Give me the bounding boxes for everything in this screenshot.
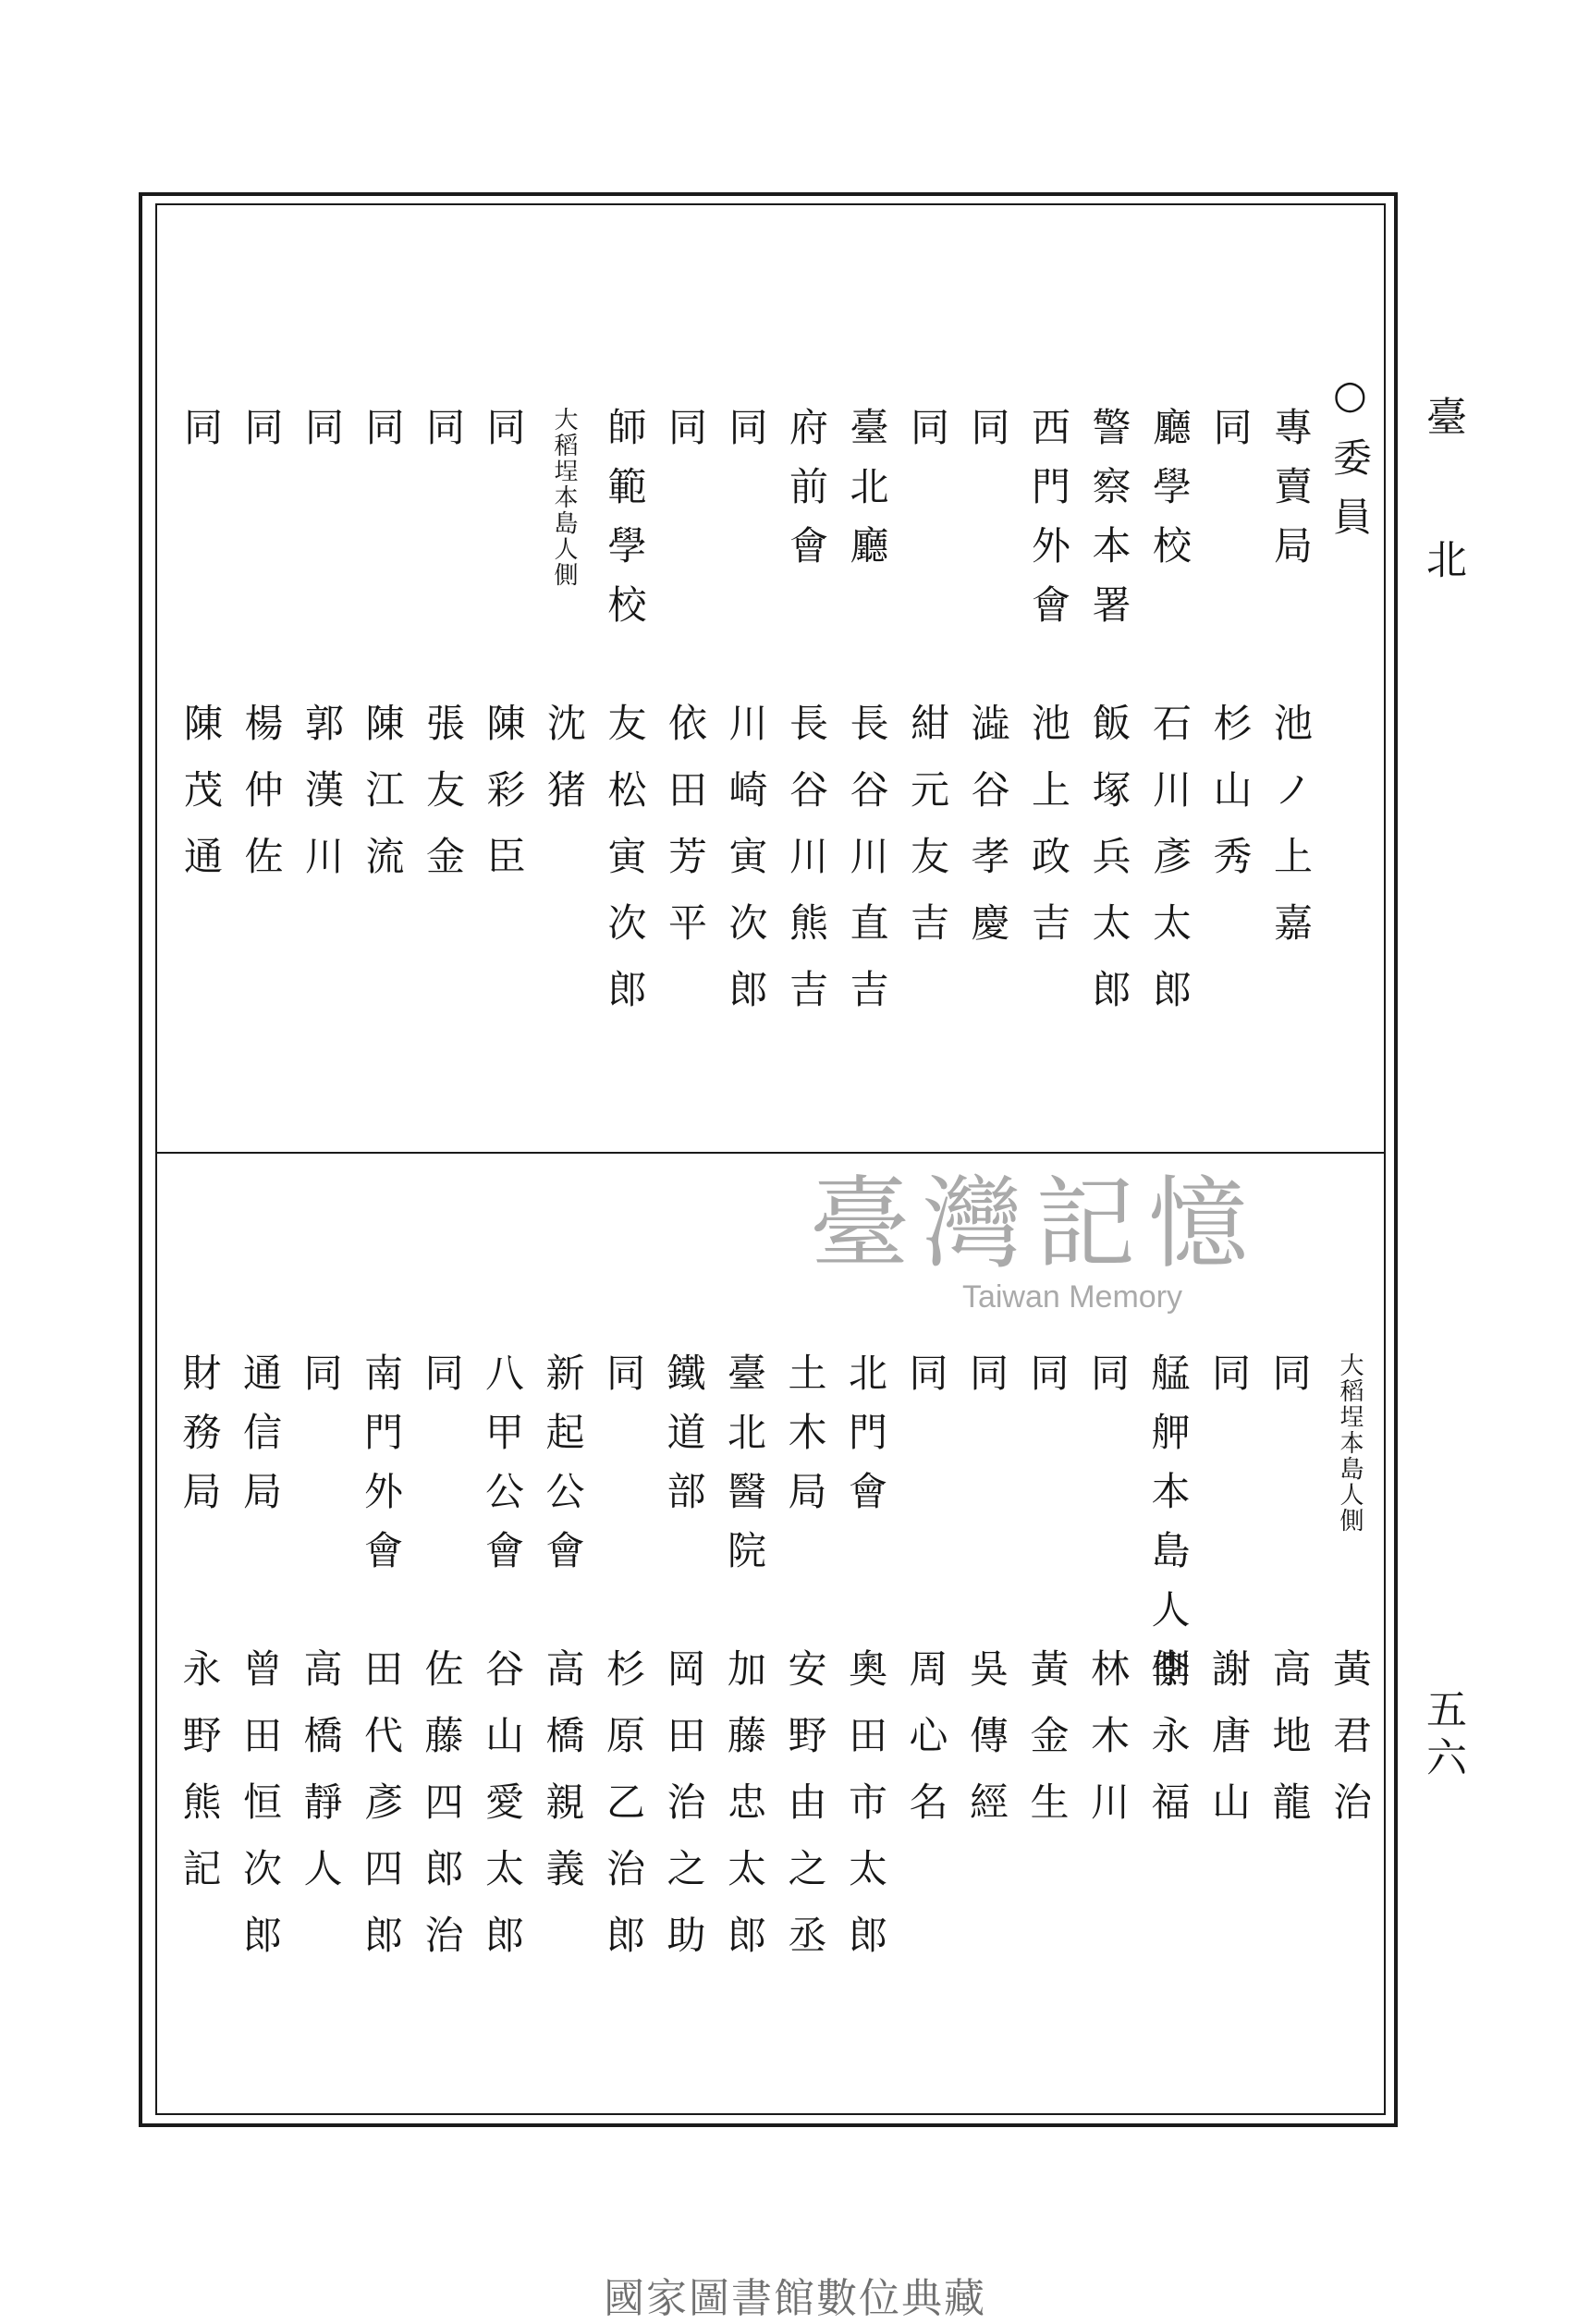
footer-credit: 國家圖書館數位典藏 <box>604 2275 986 2322</box>
member-name: 池ノ上嘉 <box>1268 703 1314 969</box>
member-affiliation: 同 <box>905 407 950 466</box>
member-affiliation: 同 <box>663 407 708 466</box>
member-affiliation: 通信局 <box>238 1352 283 1530</box>
member-name: 高橋靜人 <box>298 1648 344 1914</box>
member-name: 杉原乙治郎 <box>601 1648 646 1981</box>
member-name: 吳傳經 <box>964 1648 1009 1848</box>
member-name: 高橋親義 <box>540 1648 586 1914</box>
member-name: 黃金生 <box>1024 1648 1070 1848</box>
member-affiliation: 同 <box>1207 407 1254 466</box>
member-name: 佐藤四郎治 <box>419 1648 465 1981</box>
member-affiliation: 同 <box>1206 1352 1252 1412</box>
member-name: 澁谷孝慶 <box>965 703 1011 969</box>
member-name: 李永福 <box>1145 1648 1192 1848</box>
member-affiliation: 同 <box>1024 1352 1070 1412</box>
section-heading: ○委員 <box>1327 372 1373 556</box>
watermark-chinese: 臺灣記憶 <box>809 1167 1261 1282</box>
member-affiliation: 府前會 <box>784 407 829 584</box>
member-name: 依田芳平 <box>663 703 708 969</box>
member-name: 谷山愛太郎 <box>480 1648 525 1981</box>
member-name: 杉山秀 <box>1207 703 1254 902</box>
member-affiliation: 同 <box>1266 1352 1313 1412</box>
member-name: 郭漢川 <box>300 703 345 902</box>
member-affiliation: 同 <box>419 1352 465 1412</box>
member-affiliation: 土木局 <box>782 1352 828 1530</box>
member-name: 飯塚兵太郎 <box>1086 703 1132 1035</box>
member-name: 陳茂通 <box>178 703 224 902</box>
member-name: 川崎寅次郎 <box>723 703 769 1035</box>
member-name: 田代彥四郎 <box>359 1648 404 1981</box>
member-affiliation: 南門外會 <box>359 1352 404 1589</box>
member-name: 楊仲佐 <box>238 703 285 902</box>
watermark-english: Taiwan Memory <box>961 1279 1183 1315</box>
member-affiliation: 臺北醫院 <box>722 1352 767 1589</box>
member-name: 安野由之丞 <box>782 1648 828 1981</box>
member-name: 周心名 <box>903 1648 949 1848</box>
member-affiliation: 同 <box>964 1352 1009 1412</box>
member-affiliation: 同 <box>298 1352 344 1412</box>
member-name: 長谷川直吉 <box>844 703 890 1035</box>
member-name: 加藤忠太郎 <box>722 1648 767 1981</box>
member-name: 岡田治之助 <box>661 1648 707 1981</box>
member-name: 陳江流 <box>360 703 406 902</box>
member-affiliation: 鐵道部 <box>661 1352 707 1530</box>
member-affiliation: 同 <box>360 407 406 466</box>
member-name: 黃君治 <box>1327 1648 1373 1848</box>
member-affiliation: 同 <box>723 407 769 466</box>
member-name: 謝唐山 <box>1206 1648 1252 1848</box>
member-affiliation: 同 <box>903 1352 949 1412</box>
member-name: 曾田恒次郎 <box>238 1648 283 1981</box>
member-name: 陳彩臣 <box>481 703 527 902</box>
page-number: 五六 <box>1419 1688 1466 1784</box>
member-name: 張友金 <box>421 703 466 902</box>
member-name: 石川彥太郎 <box>1147 703 1192 1035</box>
member-affiliation: 師範學校 <box>602 407 648 643</box>
member-name: 永野熊記 <box>177 1648 223 1914</box>
member-affiliation: 警察本署 <box>1086 407 1132 643</box>
member-affiliation: 同 <box>238 407 285 466</box>
member-affiliation: 同 <box>481 407 527 466</box>
member-name: 高地龍 <box>1266 1648 1313 1848</box>
member-affiliation: 西門外會 <box>1026 407 1071 643</box>
member-name: 沈猪 <box>542 703 587 836</box>
watermark <box>786 1165 1285 1315</box>
member-name: 奧田市太郎 <box>843 1648 888 1981</box>
running-title: 臺北 <box>1419 396 1466 680</box>
member-affiliation: 專賣局 <box>1268 407 1314 584</box>
member-name: 林木川 <box>1085 1648 1131 1848</box>
member-affiliation: 臺北廳 <box>844 407 890 584</box>
member-affiliation: 廳學校 <box>1147 407 1192 584</box>
affiliation-note: 大稻埕本島人側 <box>1336 1352 1364 1534</box>
member-name: 長谷川熊吉 <box>784 703 829 1035</box>
affiliation-note: 大稻埕本島人側 <box>550 407 578 588</box>
member-name: 紺元友吉 <box>905 703 950 969</box>
member-affiliation: 同 <box>300 407 345 466</box>
member-name: 池上政吉 <box>1026 703 1071 969</box>
section-divider <box>155 1152 1386 1154</box>
member-affiliation: 八甲公會 <box>480 1352 525 1589</box>
member-affiliation: 同 <box>1085 1352 1131 1412</box>
member-affiliation: 財務局 <box>177 1352 223 1530</box>
member-affiliation: 艋舺本島人側 <box>1145 1352 1192 1707</box>
member-affiliation: 新起公會 <box>540 1352 586 1589</box>
member-affiliation: 同 <box>421 407 466 466</box>
member-affiliation: 同 <box>601 1352 646 1412</box>
member-affiliation: 同 <box>178 407 224 466</box>
member-affiliation: 北門會 <box>843 1352 888 1530</box>
member-name: 友松寅次郎 <box>602 703 648 1035</box>
member-affiliation: 同 <box>965 407 1011 466</box>
